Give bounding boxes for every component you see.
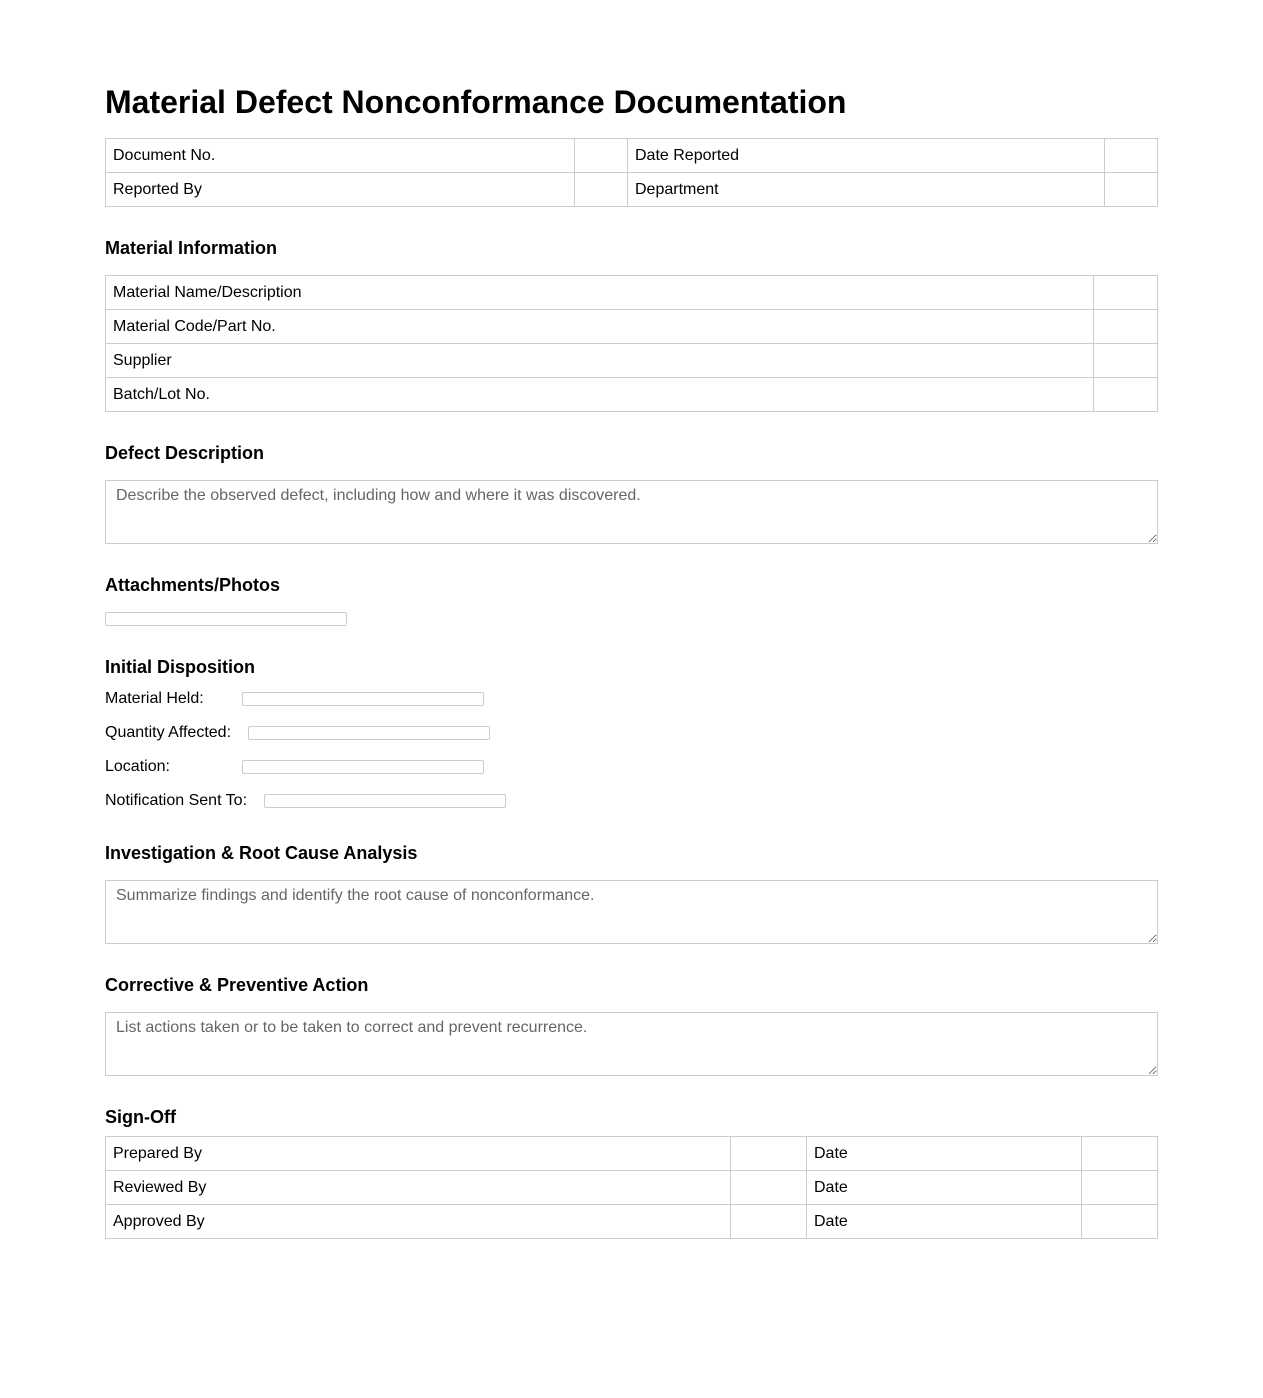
table-row: [106, 173, 1158, 207]
defect-description-input[interactable]: [105, 480, 1158, 544]
label-cell: Approved By: [106, 1205, 731, 1239]
date-cell[interactable]: [1082, 1171, 1158, 1205]
table-row: [106, 139, 1158, 173]
table-row: [106, 1205, 1158, 1239]
label-cell: Document No.: [106, 139, 575, 173]
section-heading: Corrective & Preventive Action: [105, 975, 369, 995]
reported-by-cell[interactable]: [575, 173, 628, 207]
section-heading: Investigation & Root Cause Analysis: [105, 843, 418, 863]
label-cell: Prepared By: [106, 1137, 731, 1171]
page-title: Material Defect Nonconformance Documentation: [105, 84, 847, 120]
value-cell[interactable]: [1094, 310, 1158, 344]
quantity-affected-input[interactable]: [248, 726, 490, 740]
field-label: Notification Sent To:: [105, 792, 248, 809]
signature-cell[interactable]: [731, 1171, 807, 1205]
label-cell: Date: [807, 1205, 1082, 1239]
signoff-table: [105, 1136, 1158, 1239]
document-no-cell[interactable]: [575, 139, 628, 173]
signature-cell[interactable]: [731, 1137, 807, 1171]
label-cell: Department: [628, 173, 1105, 207]
label-cell: Batch/Lot No.: [106, 378, 1094, 412]
notification-sent-to-input[interactable]: [264, 794, 506, 808]
label-cell: Date Reported: [628, 139, 1105, 173]
field-label: Material Held:: [105, 690, 204, 707]
corrective-action-input[interactable]: [105, 1012, 1158, 1076]
document: [105, 0, 1158, 1355]
notification-row: [105, 784, 1158, 818]
label-cell: Material Name/Description: [106, 276, 1094, 310]
material-held-row: [105, 682, 1158, 716]
label-cell: Date: [807, 1137, 1082, 1171]
location-row: [105, 750, 1158, 784]
material-held-input[interactable]: [242, 692, 484, 706]
table-row: [106, 1171, 1158, 1205]
department-cell[interactable]: [1105, 173, 1158, 207]
attachments-input[interactable]: [105, 612, 347, 626]
location-input[interactable]: [242, 760, 484, 774]
value-cell[interactable]: [1094, 378, 1158, 412]
label-cell: Material Code/Part No.: [106, 310, 1094, 344]
date-reported-cell[interactable]: [1105, 139, 1158, 173]
section-heading: Attachments/Photos: [105, 575, 281, 595]
label-cell: Reported By: [106, 173, 575, 207]
section-heading: Defect Description: [105, 443, 265, 463]
label-cell: Date: [807, 1171, 1082, 1205]
investigation-input[interactable]: [105, 880, 1158, 944]
value-cell[interactable]: [1094, 344, 1158, 378]
field-label: Location:: [105, 758, 170, 775]
section-heading: Initial Disposition: [105, 657, 256, 677]
table-row: [106, 310, 1158, 344]
table-row: [106, 344, 1158, 378]
table-row: [106, 276, 1158, 310]
quantity-affected-row: [105, 716, 1158, 750]
date-cell[interactable]: [1082, 1137, 1158, 1171]
label-cell: Reviewed By: [106, 1171, 731, 1205]
table-row: [106, 378, 1158, 412]
value-cell[interactable]: [1094, 276, 1158, 310]
table-row: [106, 1137, 1158, 1171]
label-cell: Supplier: [106, 344, 1094, 378]
section-heading: Sign-Off: [105, 1107, 176, 1127]
header-table: [105, 138, 1158, 207]
material-table: [105, 275, 1158, 412]
signature-cell[interactable]: [731, 1205, 807, 1239]
field-label: Quantity Affected:: [105, 724, 232, 741]
date-cell[interactable]: [1082, 1205, 1158, 1239]
section-heading: Material Information: [105, 238, 278, 258]
